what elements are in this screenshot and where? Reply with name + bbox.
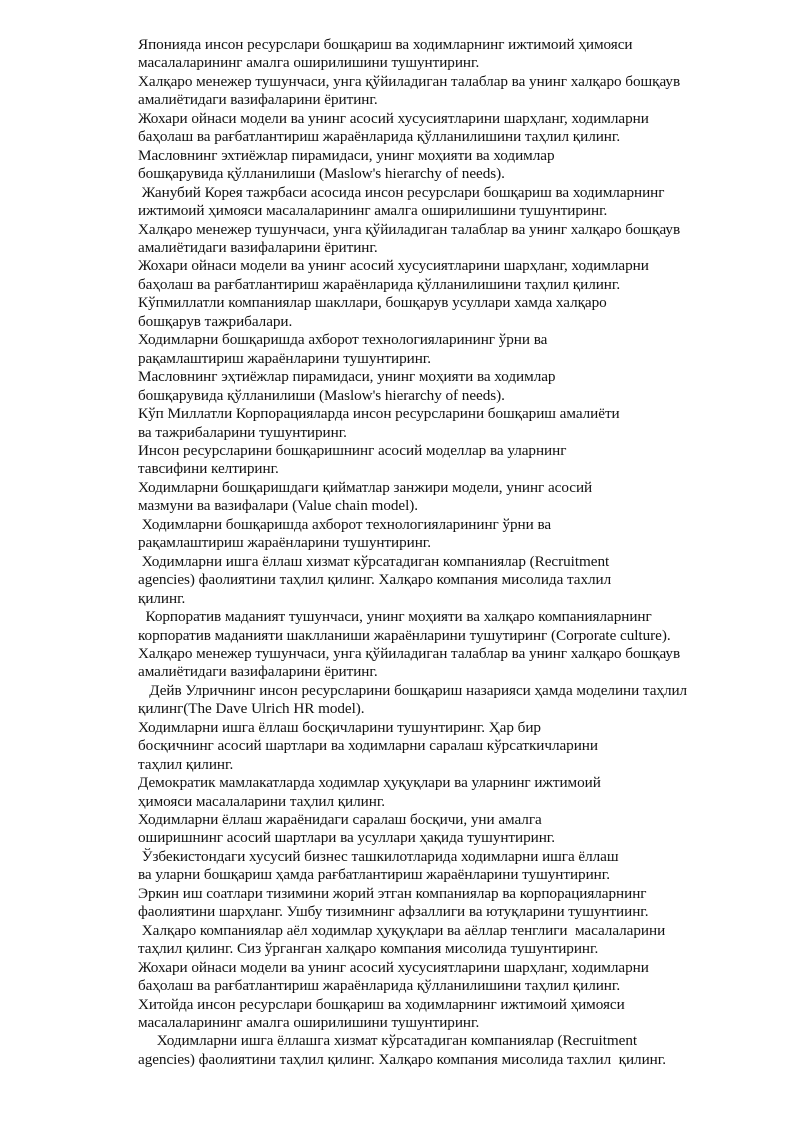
text-line: Кўпмиллатли компаниялар шакллари, бошқарув усуллари хамда халқаро bbox=[138, 294, 607, 312]
text-line: Кўп Миллатли Корпорацияларда инсон ресурсларини бошқариш амалиёти bbox=[138, 405, 620, 423]
text-line: Халқаро компаниялар аёл ходимлар ҳуқуқлари ва аёллар тенглиги масалаларини bbox=[138, 921, 666, 939]
text-line: agencies) фаолиятини таҳлил қилинг. Халқаро компания мисолида тахлил қилинг. bbox=[138, 1050, 666, 1068]
text-line: Масловнинг эхтиёжлар пирамидаси, унинг моҳияти ва ходимлар bbox=[138, 146, 555, 164]
text-line: бошқарув тажрибалари. bbox=[138, 312, 293, 330]
text-line: agencies) фаолиятини таҳлил қилинг. Халқаро компания мисолида тахлил bbox=[138, 571, 612, 589]
text-line: Халқаро менежер тушунчаси, унга қўйиладиган талаблар ва унинг халқаро бошқаув bbox=[138, 644, 681, 662]
text-line: Корпоратив маданият тушунчаси, унинг моҳияти ва халқаро компанияларнинг bbox=[138, 608, 652, 626]
text-line: Халқаро менежер тушунчаси, унга қўйиладиган талаблар ва унинг халқаро бошқаув bbox=[138, 72, 681, 90]
text-line: баҳолаш ва рағбатлантириш жараёнларида қўлланилишини таҳлил қилинг. bbox=[138, 275, 621, 293]
text-line: Жанубий Корея тажрбаси асосида инсон ресурслари бошқариш ва ходимларнинг bbox=[138, 183, 665, 201]
text-line: мазмуни ва вазифалари (Value chain model). bbox=[138, 497, 419, 515]
text-line: фаолиятини шарҳланг. Ушбу тизимнинг афзаллиги ва ютуқларини тушунтиинг. bbox=[138, 903, 649, 921]
text-line: Ходимларни бошқаришдаги қийматлар занжири модели, унинг асосий bbox=[138, 478, 593, 496]
text-line: Ходимларни бошқаришда ахборот технологияларининг ўрни ва bbox=[138, 515, 552, 533]
text-line: Японияда инсон ресурслари бошқариш ва ходимларнинг ижтимоий ҳимояси bbox=[138, 36, 633, 53]
text-line: Жохари ойнаси модели ва унинг асосий хусусиятларини шарҳланг, ходимларни bbox=[138, 257, 649, 275]
text-line: бошқарувида қўлланилиши (Maslow's hierarchy of needs). bbox=[138, 165, 505, 183]
text-line: баҳолаш ва рағбатлантириш жараёнларида қўлланилишини таҳлил қилинг. bbox=[138, 128, 621, 146]
text-line: қилинг. bbox=[138, 589, 186, 607]
text-line: амалиётидаги вазифаларини ёритинг. bbox=[138, 663, 378, 681]
text-line: Жохари ойнаси модели ва унинг асосий хусусиятларини шарҳланг, ходимларни bbox=[138, 958, 649, 976]
text-line: босқичнинг асосий шартлари ва ходимларни саралаш кўрсаткичларини bbox=[138, 737, 598, 755]
text-line: бошқарувида қўлланилиши (Maslow's hierarchy of needs). bbox=[138, 386, 505, 404]
text-line: масалаларининг амалга оширилишини тушунтиринг. bbox=[138, 54, 480, 72]
text-line: тавсифини келтиринг. bbox=[138, 460, 279, 478]
text-line: рақамлаштириш жараёнларини тушунтиринг. bbox=[138, 534, 432, 552]
text-line: Жохари ойнаси модели ва унинг асосий хусусиятларини шарҳланг, ходимларни bbox=[138, 109, 649, 127]
text-line: Дейв Улричнинг инсон ресурсларини бошқариш назарияси ҳамда моделини таҳлил bbox=[138, 681, 688, 699]
text-line: таҳлил қилинг. Сиз ўрганган халқаро компания мисолида тушунтиринг. bbox=[138, 940, 599, 958]
text-line: оширишнинг асосий шартлари ва усуллари ҳақида тушунтиринг. bbox=[138, 829, 555, 847]
text-line: Демократик мамлакатларда ходимлар ҳуқуқлари ва уларнинг ижтимоий bbox=[138, 774, 601, 792]
text-line: ва уларни бошқариш ҳамда рағбатлантириш жараёнларини тушунтиринг. bbox=[138, 866, 610, 884]
text-line: амалиётидаги вазифаларини ёритинг. bbox=[138, 91, 378, 109]
text-line: ва тажрибаларини тушунтиринг. bbox=[138, 423, 347, 441]
text-line: рақамлаштириш жараёнларини тушунтиринг. bbox=[138, 349, 432, 367]
text-line: Масловнинг эҳтиёжлар пирамидаси, унинг моҳияти ва ходимлар bbox=[138, 368, 556, 386]
text-line: қилинг(The Dave Ulrich HR model). bbox=[138, 700, 365, 718]
text-line: масалаларининг амалга оширилишини тушунтиринг. bbox=[138, 1014, 480, 1032]
question-list bbox=[138, 36, 760, 1069]
text-line: Ходимларни бошқаришда ахборот технологияларининг ўрни ва bbox=[138, 331, 548, 349]
text-line: Ходимларни ишга ёллашга хизмат кўрсатадиган компаниялар (Recruitment bbox=[138, 1032, 638, 1050]
text-line: Халқаро менежер тушунчаси, унга қўйиладиган талаблар ва унинг халқаро бошқаув bbox=[138, 220, 681, 238]
text-line: Эркин иш соатлари тизимини жорий этган компаниялар ва корпорацияларнинг bbox=[138, 884, 647, 902]
text-line: ижтимоий ҳимояси масалаларининг амалга оширилишини тушунтиринг. bbox=[138, 202, 608, 220]
text-line: Инсон ресурсларини бошқаришнинг асосий моделлар ва уларнинг bbox=[138, 441, 567, 459]
text-line: ҳимояси масалаларини таҳлил қилинг. bbox=[138, 792, 386, 810]
text-line: Ходимларни ишга ёллаш хизмат кўрсатадиган компаниялар (Recruitment bbox=[138, 552, 610, 570]
text-line: таҳлил қилинг. bbox=[138, 755, 234, 773]
text-line: баҳолаш ва рағбатлантириш жараёнларида қўлланилишини таҳлил қилинг. bbox=[138, 977, 621, 995]
text-line: Ўзбекистондаги хусусий бизнес ташкилотларида ходимларни ишга ёллаш bbox=[138, 847, 619, 865]
text-line: амалиётидаги вазифаларини ёритинг. bbox=[138, 238, 378, 256]
text-line: Ходимларни ишга ёллаш босқичларини тушунтиринг. Ҳар бир bbox=[138, 718, 541, 736]
text-line: Ходимларни ёллаш жараёнидаги саралаш босқичи, уни амалга bbox=[138, 811, 542, 829]
text-line: корпоратив маданияти шаклланиши жараёнларини тушутиринг (Corporate culture). bbox=[138, 626, 671, 644]
text-line: Хитойда инсон ресурслари бошқариш ва ходимларнинг ижтимоий ҳимояси bbox=[138, 995, 625, 1013]
